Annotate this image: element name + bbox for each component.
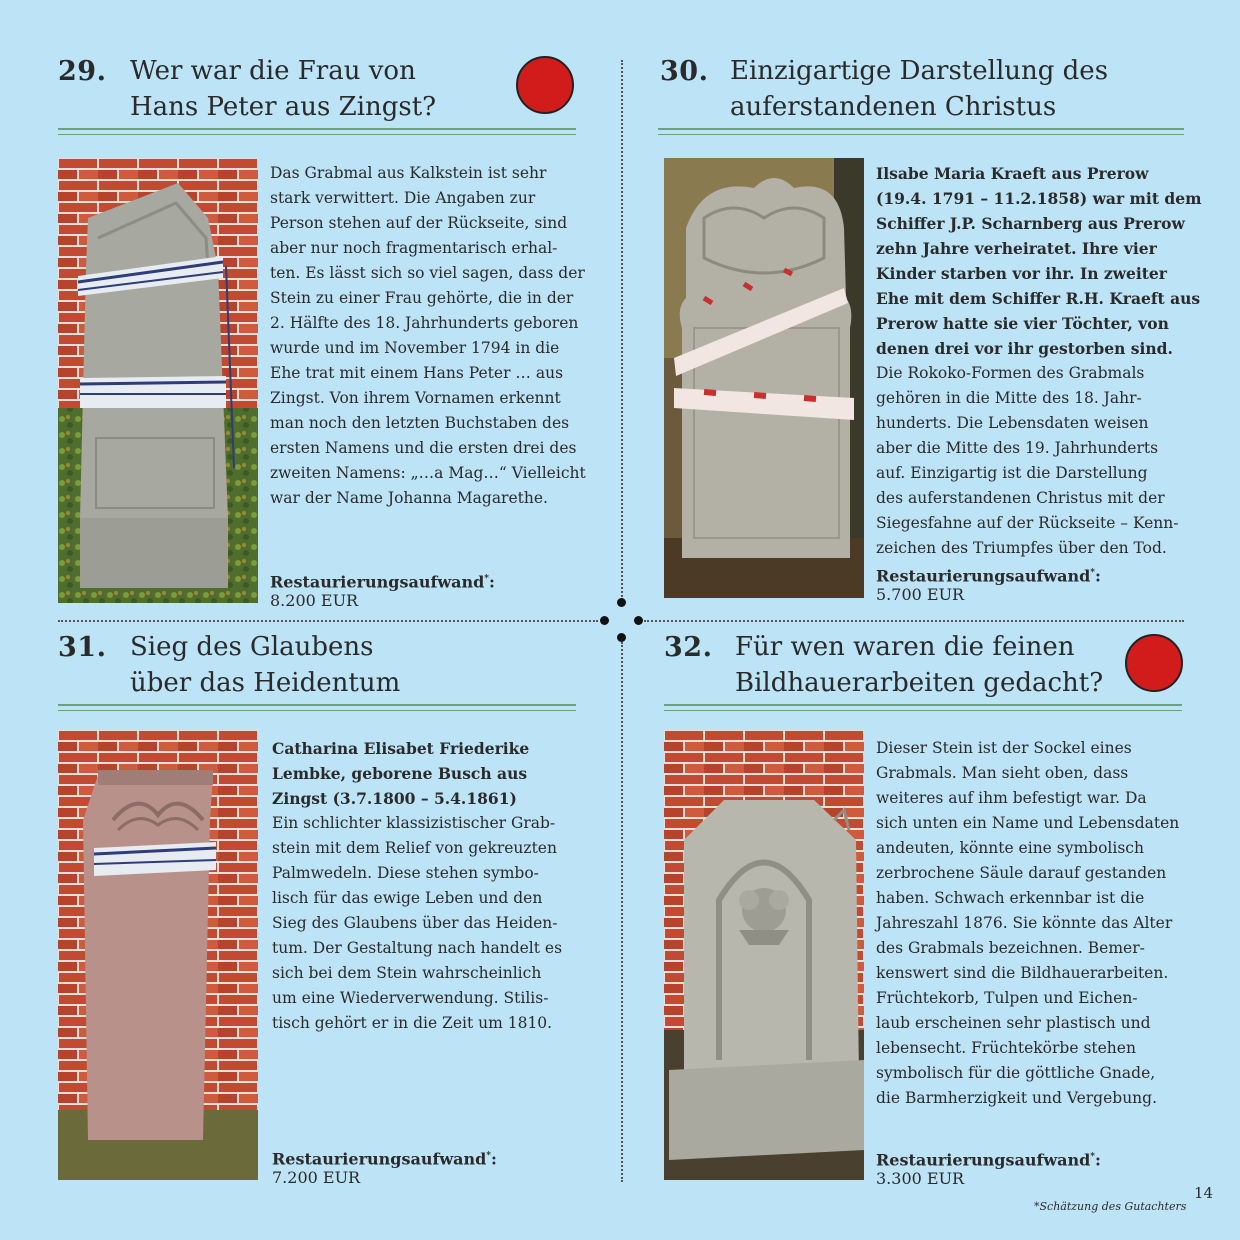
body-bold-line: Schiffer J.P. Scharnberg aus Prerow [876,214,1185,233]
body-line: hunderts. Die Lebensdaten weisen [876,414,1149,432]
body-line: um eine Wiederverwendung. Stilis- [272,989,549,1007]
body-line: sich unten ein Name und Lebensdaten [876,814,1180,832]
body-line: des auferstandenen Christus mit der [876,489,1165,507]
center-ornament-dot-bottom [617,633,626,642]
center-ornament-dot-left [600,616,609,625]
body-line: Sieg des Glaubens über das Heiden- [272,914,558,932]
horizontal-divider-right [644,620,1184,622]
body-line: ten. Es lässt sich so viel sagen, dass der [270,264,585,282]
body-line: stark verwittert. Die Angaben zur [270,189,536,207]
body-bold-line: Prerow hatte sie vier Töchter, von [876,314,1169,333]
body-line: Siegesfahne auf der Rückseite – Kenn- [876,514,1179,532]
section-32-rule [664,704,1182,711]
cost-label-text: Restaurierungsaufwand [876,566,1091,586]
section-32-title-line: Bildhauerarbeiten gedacht? [735,668,1104,698]
section-29-text [270,161,586,511]
footnote: *Schätzung des Gutachters [1034,1200,1187,1213]
section-32-title-line: Für wen waren die feinen [735,632,1075,662]
cost-label: Restaurierungsaufwand*: [876,566,1101,586]
body-line: tisch gehört er in die Zeit um 1810. [272,1014,553,1032]
section-30-cost [876,564,1101,604]
body-line: tum. Der Gestaltung nach handelt es [272,939,563,957]
body-line: gehören in die Mitte des 18. Jahr- [876,389,1142,407]
body-line: 2. Hälfte des 18. Jahrhunderts geboren [270,314,579,332]
cost-value: 3.300 EUR [876,1169,965,1189]
body-line: laub erscheinen sehr plastisch und [876,1014,1151,1032]
body-line: Dieser Stein ist der Sockel eines [876,739,1132,757]
vertical-divider-lower [621,642,623,1182]
body-line: Grabmals. Man sieht oben, dass [876,764,1129,782]
body-line: andeuten, könnte eine symbolisch [876,839,1144,857]
horizontal-divider-left [58,620,598,622]
body-bold-line: Ehe mit dem Schiffer R.H. Kraeft aus [876,289,1201,308]
body-line: Das Grabmal aus Kalkstein ist sehr [270,164,547,182]
section-31-photo [58,730,258,1180]
page-number: 14 [1194,1184,1214,1202]
body-line: wurde und im November 1794 in die [270,339,560,357]
body-line: Ehe trat mit einem Hans Peter … aus [270,364,564,382]
body-line: Jahreszahl 1876. Sie könnte das Alter [876,914,1173,932]
body-line: Stein zu einer Frau gehörte, die in der [270,289,574,307]
body-bold-line: Kinder starben vor ihr. In zweiter [876,264,1167,283]
section-30-title [730,53,1108,125]
body-line: symbolisch für die göttliche Gnade, [876,1064,1156,1082]
section-29-rule [58,128,576,135]
section-32-cost [876,1148,1101,1188]
center-ornament-dot-top [617,598,626,607]
center-ornament-dot-right [634,616,643,625]
section-30-text [876,161,1201,561]
section-31-cost [272,1147,497,1187]
body-line: Ein schlichter klassizistischer Grab- [272,814,556,832]
section-31-title-line: Sieg des Glaubens [130,632,374,662]
body-bold-line: Catharina Elisabet Friederike [272,739,530,758]
body-bold-line: Ilsabe Maria Kraeft aus Prerow [876,164,1149,183]
body-line: zeichen des Triumpfes über den Tod. [876,539,1167,557]
section-31-number: 31. [58,632,107,663]
cost-label-text: Restaurierungsaufwand [272,1149,487,1169]
section-29-red-dot [516,56,574,114]
body-line: haben. Schwach erkennbar ist die [876,889,1145,907]
section-32-photo [664,730,864,1180]
section-29-photo [58,158,258,603]
cost-value: 7.200 EUR [272,1168,361,1188]
body-line: des Grabmals bezeichnen. Bemer- [876,939,1145,957]
body-line: zweiten Namens: „…a Mag…“ Vielleicht [270,464,586,482]
body-line: kenswert sind die Bildhauerarbeiten. [876,964,1169,982]
body-line: Früchtekorb, Tulpen und Eichen- [876,989,1138,1007]
body-line: aber die Mitte des 19. Jahrhunderts [876,439,1159,457]
cost-label: Restaurierungsaufwand*: [876,1150,1101,1170]
body-line: war der Name Johanna Magarethe. [270,489,548,507]
body-line: die Barmherzigkeit und Vergebung. [876,1089,1158,1107]
body-bold-line: Zingst (3.7.1800 – 5.4.1861) [272,789,517,808]
vertical-divider [621,60,623,600]
section-30-rule [658,128,1184,135]
cost-value: 8.200 EUR [270,591,359,611]
section-32-number: 32. [664,632,713,663]
body-line: Person stehen auf der Rückseite, sind [270,214,568,232]
body-line: ersten Namens und die ersten drei des [270,439,577,457]
section-31-title-line: über das Heidentum [130,668,401,698]
section-29-title [130,53,436,125]
body-bold-line: Lembke, geborene Busch aus [272,764,528,783]
section-31-text [272,736,562,1036]
body-line: man noch den letzten Buchstaben des [270,414,570,432]
body-line: zerbrochene Säule darauf gestanden [876,864,1167,882]
cost-label-text: Restaurierungsaufwand [270,572,485,592]
body-line: sich bei dem Stein wahrscheinlich [272,964,542,982]
body-bold-line: denen drei vor ihr gestorben sind. [876,339,1173,358]
section-30-title-line: auferstandenen Christus [730,92,1057,122]
section-29-title-line: Hans Peter aus Zingst? [130,92,437,122]
body-line: lisch für das ewige Leben und den [272,889,543,907]
body-bold-line: zehn Jahre verheiratet. Ihre vier [876,239,1157,258]
section-30-title-line: Einzigartige Darstellung des [730,56,1109,86]
section-29-number: 29. [58,56,107,87]
body-line: stein mit dem Relief von gekreuzten [272,839,557,857]
body-line: aber nur noch fragmentarisch erhal- [270,239,558,257]
section-32-text [876,736,1179,1111]
body-line: lebensecht. Früchtekörbe stehen [876,1039,1136,1057]
section-29-title-line: Wer war die Frau von [130,56,416,86]
body-line: Die Rokoko-Formen des Grabmals [876,364,1145,382]
section-32-title [735,629,1103,701]
cost-label-text: Restaurierungsaufwand [876,1150,1091,1170]
cost-label: Restaurierungsaufwand*: [272,1149,497,1169]
section-30-photo [664,158,864,598]
section-29-cost [270,570,495,610]
section-31-rule [58,704,576,711]
body-bold-line: (19.4. 1791 – 11.2.1858) war mit dem [876,189,1202,208]
cost-label: Restaurierungsaufwand*: [270,572,495,592]
section-32-red-dot [1125,634,1183,692]
body-line: Zingst. Von ihrem Vornamen erkennt [270,389,561,407]
cost-value: 5.700 EUR [876,585,965,605]
section-31-title [130,629,400,701]
body-line: auf. Einzigartig ist die Darstellung [876,464,1148,482]
section-30-number: 30. [660,56,709,87]
body-line: weiteres auf ihm befestigt war. Da [876,789,1147,807]
body-line: Palmwedeln. Diese stehen symbo- [272,864,539,882]
